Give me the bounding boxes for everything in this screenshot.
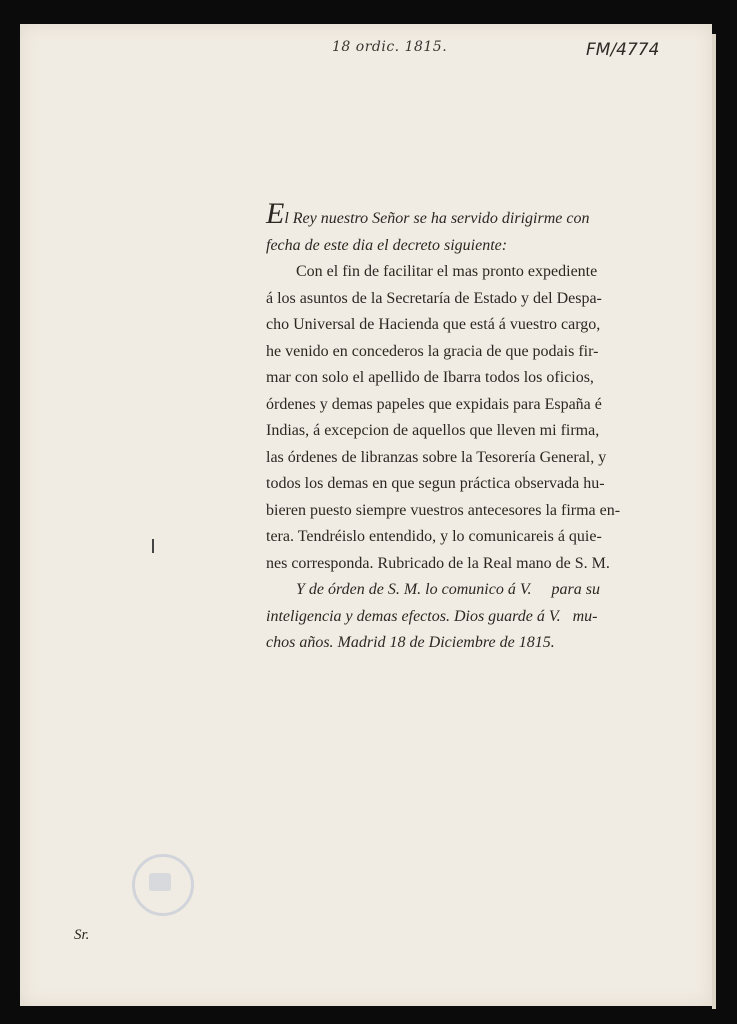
body-line: á los asuntos de la Secretaría de Estado y del Despa-: [266, 289, 602, 307]
closing-line: Y de órden de S. M. lo comunico á V. para su: [296, 581, 600, 598]
body-line: todos los demas en que segun práctica observada hu-: [266, 475, 605, 492]
body-line: cho Universal de Hacienda que está á vuestro cargo,: [266, 316, 601, 333]
decree-text: [266, 197, 666, 657]
body-line: Indias, á excepcion de aquellos que lleven mi firma,: [266, 422, 600, 439]
body-line: mar con solo el apellido de Ibarra todos los oficios,: [266, 369, 594, 386]
body-line: tera. Tendréislo entendido, y lo comunicareis á quie-: [266, 528, 602, 545]
body-line: las órdenes de libranzas sobre la Tesorería General, y: [266, 448, 607, 466]
document-page: [20, 24, 712, 1006]
body-line: he venido en concederos la gracia de que podais fir-: [266, 342, 599, 360]
body-line: órdenes y demas papeles que expidais para España é: [266, 395, 602, 413]
closing-line: chos años. Madrid 18 de Diciembre de 1815.: [266, 634, 555, 651]
body-line: Con el fin de facilitar el mas pronto expediente: [296, 263, 598, 280]
body-line: bieren puesto siempre vuestros antecesores la firma en-: [266, 501, 621, 519]
archive-reference-number: FM/4774: [586, 40, 660, 60]
stamp-emblem: [149, 873, 171, 891]
intro-line-1-text: l Rey nuestro Señor se ha servido dirigirme con: [284, 210, 590, 227]
salutation: Sr.: [74, 927, 90, 943]
body-line: nes corresponda. Rubricado de la Real mano de S. M.: [266, 554, 610, 572]
closing-line: inteligencia y demas efectos. Dios guarde á V. mu-: [266, 607, 598, 625]
drop-cap: E: [266, 197, 285, 230]
ink-mark: [152, 539, 154, 553]
intro-line-1: [266, 197, 666, 233]
intro-line-2: fecha de este dia el decreto siguiente:: [266, 236, 508, 254]
handwritten-date-annotation: 18 ordic. 1815.: [332, 39, 448, 55]
archive-stamp-icon: [132, 854, 194, 916]
page-edge: [712, 34, 716, 1009]
